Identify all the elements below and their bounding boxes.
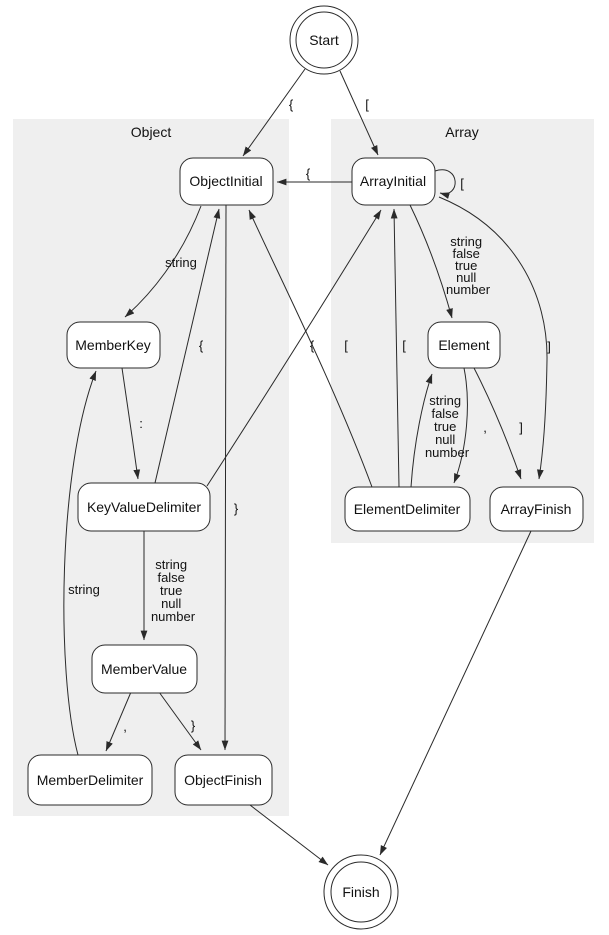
node-memberdelimiter [28,755,152,805]
node-objectinitial-label: ObjectInitial [189,173,263,189]
node-arrayinitial-label: ArrayInitial [359,173,427,189]
edge-label-objectinitial-objectfinish: } [233,501,239,516]
edge-label-objectinitial-memberkey: string [165,255,197,270]
node-memberkey-label: MemberKey [75,337,151,353]
edge-label-memberdelimiter-memberkey: string [68,582,100,597]
node-start [290,6,358,74]
node-start-label: Start [309,32,339,48]
object-cluster-background [13,119,289,816]
edge-label-line: true [454,258,478,273]
node-finish-label: Finish [342,884,380,900]
edge-label-membervalue-memberdelimiter: , [123,719,127,734]
edge-label-element-elementdelimiter: , [483,420,487,435]
node-keyvaluedelimiter [78,483,210,531]
node-objectfinish [175,755,272,805]
edge-label-arrayinitial-objectinitial: { [305,166,311,181]
node-keyvaluedelimiter-label: KeyValueDelimiter [86,499,202,515]
edge-label-line: false [452,246,480,261]
object-cluster-label: Object [130,124,172,140]
node-memberkey [67,322,160,368]
edge-arrayfinish-finish [380,531,531,855]
edge-label-line: number [424,445,470,460]
node-arrayfinish [490,487,583,531]
edge-label-start-objectinitial: { [288,97,294,112]
edge-label-elementdelimiter-objectinitial: { [309,338,315,353]
node-membervalue-label: MemberValue [100,661,188,677]
edge-label-line: null [456,270,477,285]
edge-label-line: string [450,234,483,249]
edge-label-line: null [161,596,182,611]
edge-label-line: false [157,570,185,585]
node-memberdelimiter-label: MemberDelimiter [36,772,144,788]
edge-label-keyvaluedelimiter-arrayinitial: [ [344,338,348,353]
edge-label-element-arrayfinish: ] [519,420,523,435]
edge-label-line: string [155,557,188,572]
node-elementdelimiter [345,487,470,531]
node-elementdelimiter-label: ElementDelimiter [353,501,461,517]
edge-label-memberkey-keyvaluedelimiter: : [139,416,143,431]
edge-label-line: number [445,282,491,297]
array-cluster-label: Array [445,124,479,140]
edge-label-line: null [435,432,456,447]
edge-label-arrayinitial-arrayfinish: ] [547,339,551,354]
edge-label-line: true [433,419,457,434]
edge-label-line: true [159,583,183,598]
edge-label-line: number [150,609,196,624]
node-membervalue [92,645,197,693]
edge-label-start-arrayinitial: [ [365,97,369,112]
node-arrayinitial [352,158,435,205]
node-objectinitial [180,158,273,205]
node-element-label: Element [438,337,490,353]
edge-label-arrayinitial-self-loop: [ [460,176,464,191]
node-objectfinish-label: ObjectFinish [184,772,262,788]
edge-label-line: false [431,406,459,421]
node-finish [324,855,398,929]
edge-label-line: string [429,393,462,408]
edge-label-keyvaluedelimiter-objectinitial: { [198,338,204,353]
edge-label-membervalue-objectfinish: } [190,718,196,733]
node-element [428,322,500,368]
node-arrayfinish-label: ArrayFinish [500,501,572,517]
edge-label-elementdelimiter-arrayinitial: [ [402,338,406,353]
